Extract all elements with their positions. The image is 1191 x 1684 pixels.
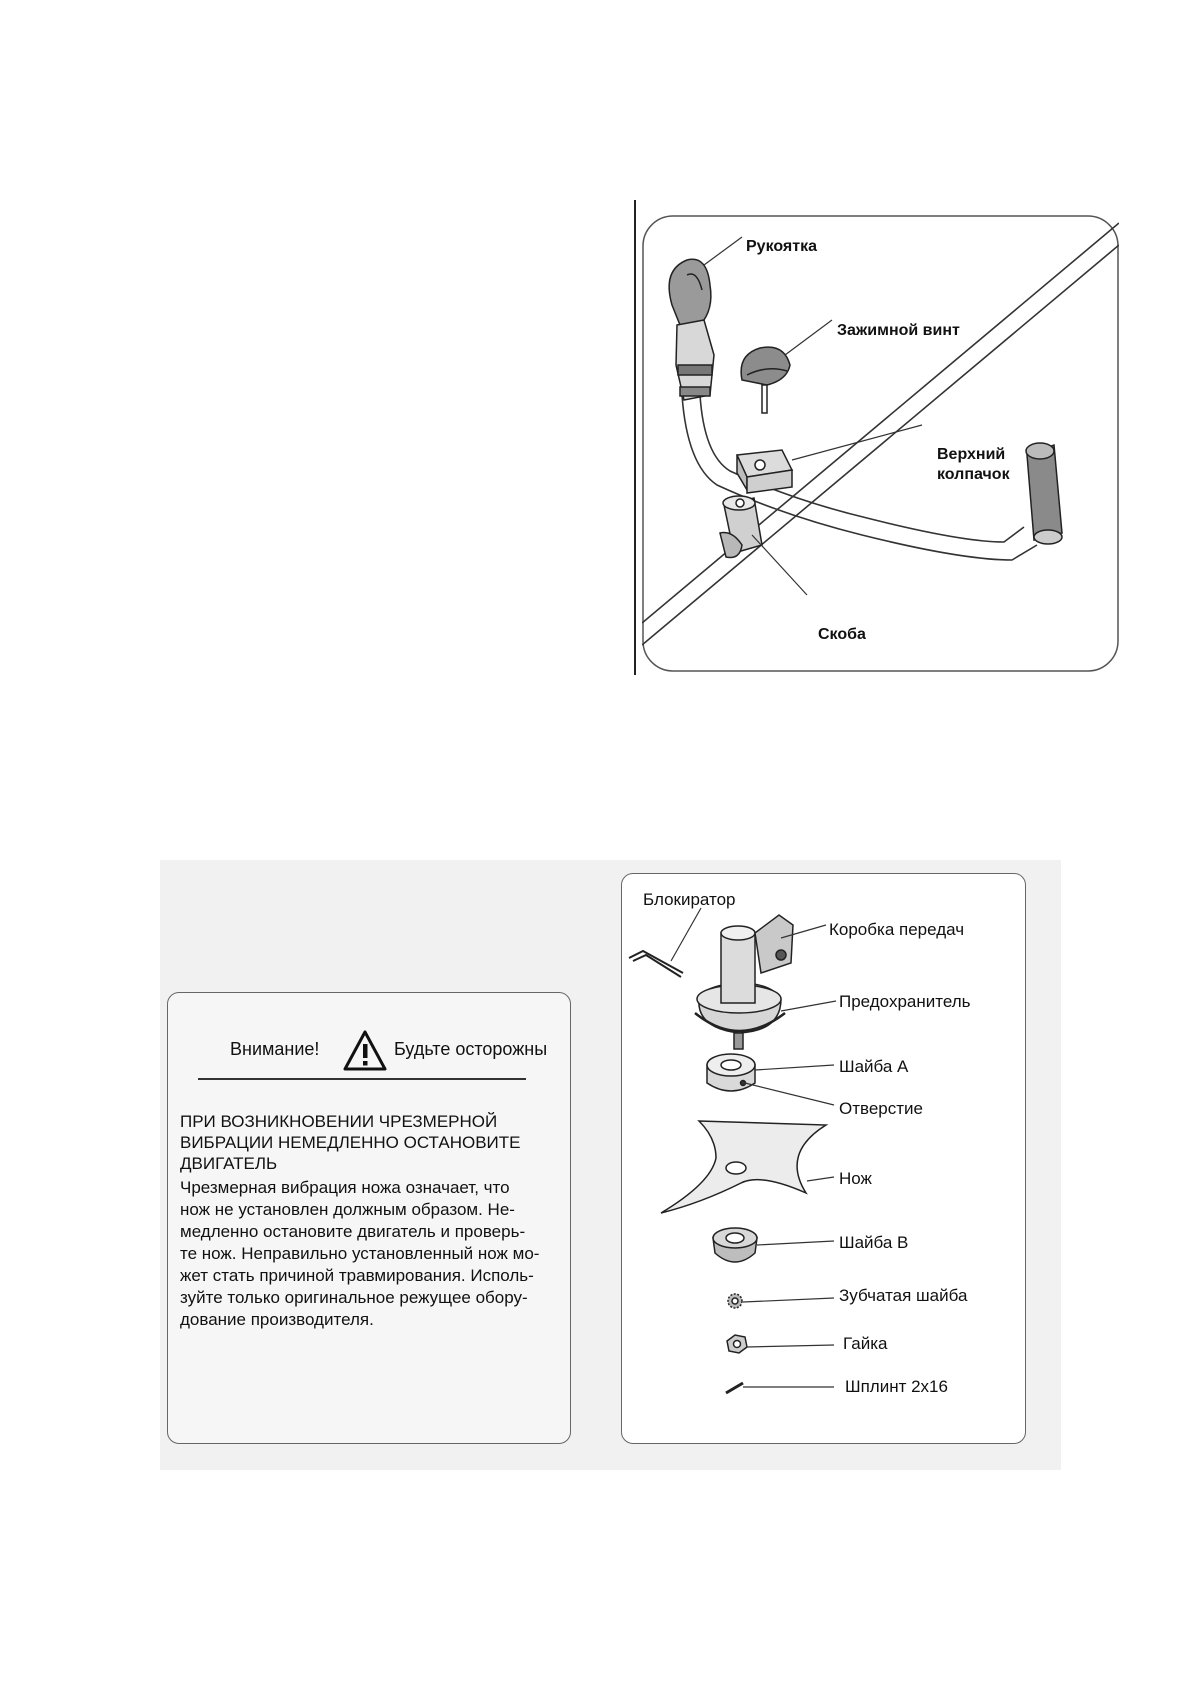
label-cotter-pin: Шплинт 2х16	[845, 1377, 948, 1396]
warning-box	[167, 992, 571, 1444]
warning-title-line: ДВИГАТЕЛЬ	[180, 1154, 278, 1173]
label-guard: Предохранитель	[839, 992, 971, 1011]
label-clamp-screw: Зажимной винт	[837, 322, 960, 339]
warning-triangle-icon	[342, 1029, 388, 1073]
warning-heading-right: Будьте осторожны	[394, 1039, 548, 1059]
warning-divider	[198, 1078, 526, 1080]
label-hole: Отверстие	[839, 1099, 923, 1118]
warning-body-line: зуйте только оригинальное режущее обору-	[180, 1288, 528, 1307]
top-cap-illustration	[737, 450, 792, 493]
blade-parts-figure	[621, 873, 1026, 1444]
warning-title	[180, 1111, 560, 1174]
label-nut: Гайка	[843, 1334, 888, 1353]
warning-body-line: жет стать причиной травмирования. Исполь-	[180, 1266, 534, 1285]
nut-illustration	[727, 1335, 747, 1353]
label-washer-a: Шайба А	[839, 1057, 909, 1076]
figure-divider-line	[634, 200, 636, 675]
warning-title-line: ПРИ ВОЗНИКНОВЕНИИ ЧРЕЗМЕРНОЙ	[180, 1112, 498, 1131]
warning-title-line: ВИБРАЦИИ НЕМЕДЛЕННО ОСТАНОВИТЕ	[180, 1133, 521, 1152]
label-gearbox: Коробка передач	[829, 920, 965, 939]
label-blade: Нож	[839, 1169, 872, 1188]
label-bracket: Скоба	[818, 626, 866, 643]
label-washer-b: Шайба В	[839, 1233, 909, 1252]
warning-body-line: дование производителя.	[180, 1310, 374, 1329]
label-top-cap-line1: Верхний	[937, 446, 1006, 463]
handle-assembly-figure	[642, 215, 1119, 672]
warning-heading	[230, 1029, 560, 1079]
cotter-pin-illustration	[726, 1383, 743, 1393]
gearbox-illustration	[695, 915, 793, 1049]
warning-body-line: медленно остановите двигатель и проверь-	[180, 1222, 526, 1241]
washer-b-illustration	[713, 1228, 757, 1262]
blade-illustration	[661, 1121, 826, 1213]
label-toothed-washer: Зубчатая шайба	[839, 1286, 968, 1305]
warning-body	[180, 1177, 565, 1331]
warning-body-line: нож не установлен должным образом. Не-	[180, 1200, 515, 1219]
label-top-cap-line2: колпачок	[937, 466, 1010, 483]
warning-body-line: те нож. Неправильно установленный нож мо-	[180, 1244, 540, 1263]
toothed-washer-illustration	[728, 1294, 742, 1308]
washer-a-illustration	[707, 1054, 755, 1091]
label-handle: Рукоятка	[746, 238, 818, 255]
label-lock: Блокиратор	[643, 890, 736, 909]
warning-body-line: Чрезмерная вибрация ножа означает, что	[180, 1178, 510, 1197]
warning-heading-left: Внимание!	[230, 1039, 320, 1059]
